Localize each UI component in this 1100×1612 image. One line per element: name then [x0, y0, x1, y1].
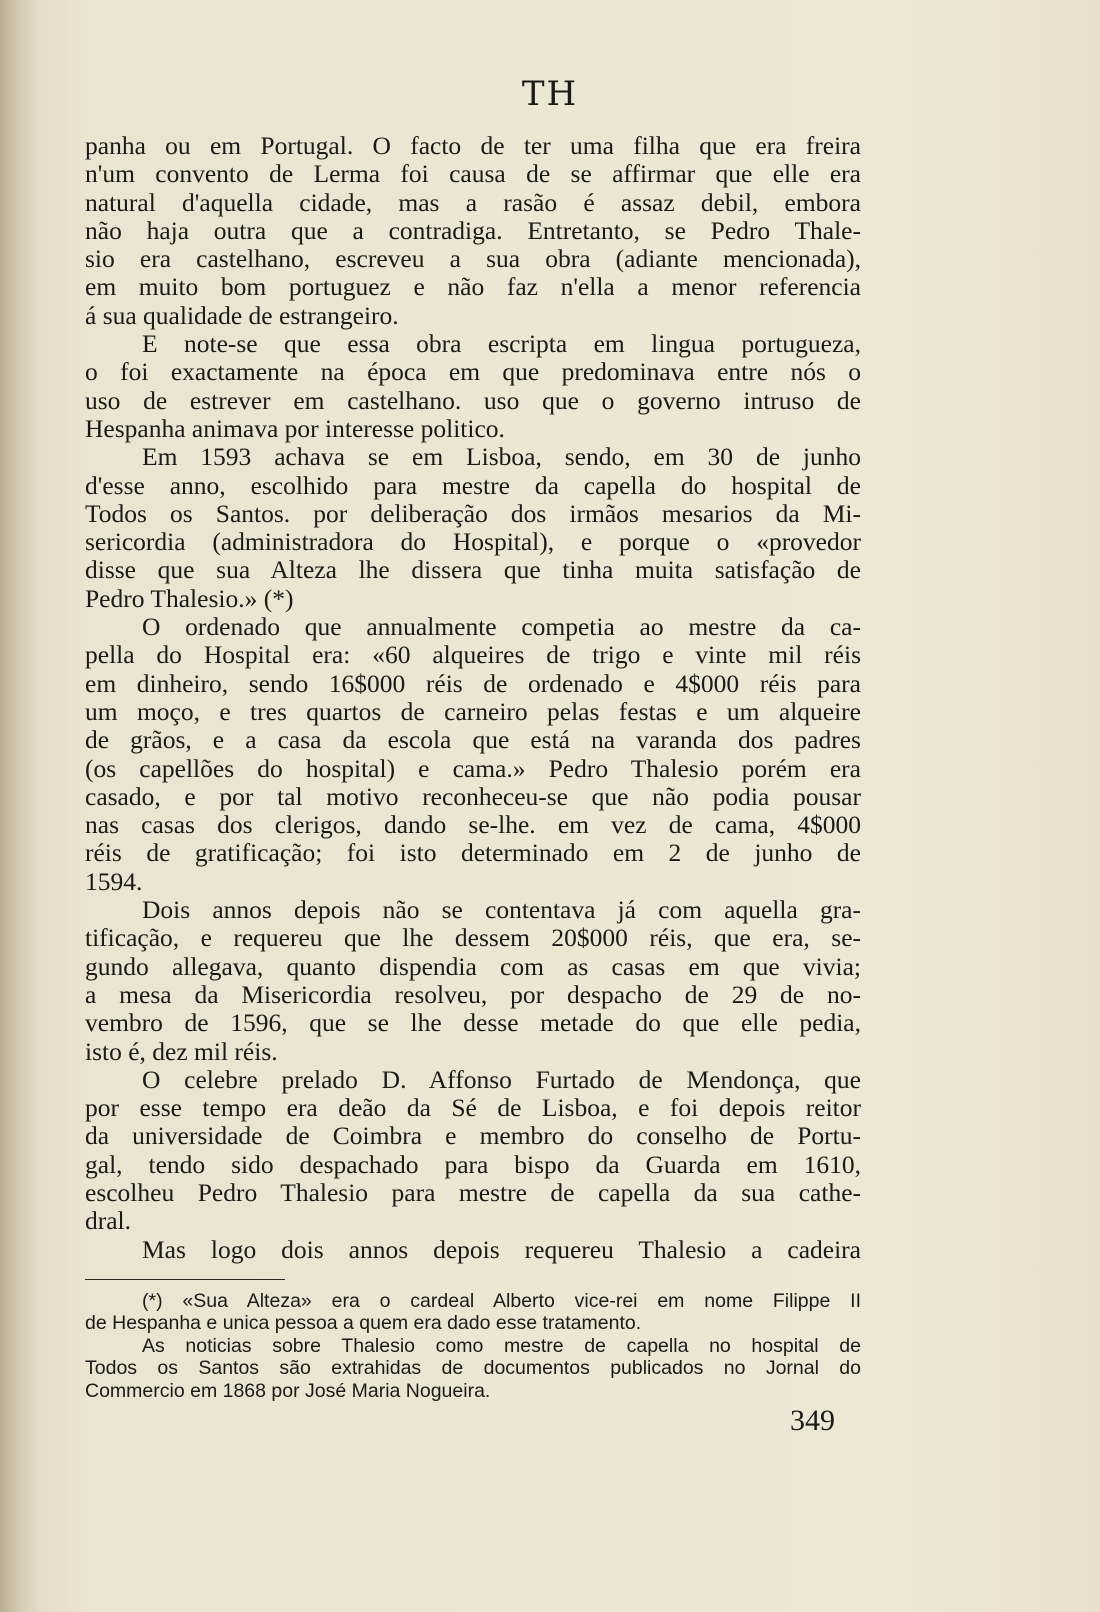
footnote-line: (*) «Sua Alteza» era o cardeal Alberto vice-rei em nome Filippe II: [142, 1290, 861, 1312]
text-line: Em 1593 achava se em Lisboa, sendo, em 30 de junho: [142, 442, 861, 472]
text-line: gundo allegava, quanto dispendia com as casas em que vivia;: [85, 951, 861, 981]
text-line: natural d'aquella cidade, mas a rasão é assaz debil, embora: [85, 187, 861, 217]
text-line: O celebre prelado D. Affonso Furtado de Mendonça, que: [142, 1064, 861, 1094]
text-line: vembro de 1596, que se lhe desse metade do que elle pedia,: [85, 1008, 861, 1038]
text-line: á sua qualidade de estrangeiro.: [85, 300, 399, 330]
running-head: TH: [521, 74, 579, 114]
text-line: dral.: [85, 1206, 132, 1236]
text-line: a mesa da Misericordia resolveu, por despacho de 29 de no-: [85, 979, 861, 1009]
text-line: o foi exactamente na época em que predominava entre nós o: [85, 357, 861, 387]
text-line: casado, e por tal motivo reconheceu-se que não podia pousar: [85, 781, 861, 811]
text-line: tificação, e requereu que lhe dessem 20$000 réis, que era, se-: [85, 923, 861, 953]
text-line: O ordenado que annualmente competia ao mestre da ca-: [142, 612, 861, 642]
text-line: sio era castelhano, escreveu a sua obra (adiante mencionada),: [85, 244, 861, 274]
text-line: em dinheiro, sendo 16$000 réis de ordenado e 4$000 réis para: [85, 668, 861, 698]
page-number: 349: [790, 1404, 835, 1437]
text-line: Pedro Thalesio.» (*): [85, 583, 294, 613]
footnote-line: Commercio em 1868 por José Maria Nogueira.: [85, 1379, 491, 1402]
footnote-line: As noticias sobre Thalesio como mestre de capella no hospital de: [142, 1334, 861, 1357]
text-line: um moço, e tres quartos de carneiro pelas festas e um alqueire: [85, 696, 861, 726]
text-line: por esse tempo era deão da Sé de Lisboa, e foi depois reitor: [85, 1093, 861, 1123]
text-line: uso de estrever em castelhano. uso que o governo intruso de: [85, 385, 861, 415]
footnote-line: Todos os Santos são extrahidas de documentos publicados no Jornal do: [85, 1357, 861, 1380]
text-line: sericordia (administradora do Hospital), e porque o «provedor: [85, 527, 861, 557]
text-line: E note-se que essa obra escripta em lingua portugueza,: [142, 329, 861, 359]
text-line: da universidade de Coimbra e membro do conselho de Portu-: [85, 1121, 861, 1151]
text-line: Mas logo dois annos depois requereu Thalesio a cadeira: [142, 1234, 861, 1264]
text-line: 1594.: [85, 866, 143, 896]
text-line: (os capellões do hospital) e cama.» Pedro Thalesio porém era: [85, 753, 861, 783]
footnotes: [85, 1290, 861, 1402]
text-line: panha ou em Portugal. O facto de ter uma filha que era freira: [85, 131, 861, 160]
body-text: [85, 132, 861, 1264]
text-line: nas casas dos clerigos, dando se-lhe. em vez de cama, 4$000: [85, 810, 861, 840]
text-line: isto é, dez mil réis.: [85, 1036, 278, 1066]
text-line: Dois annos depois não se contentava já com aquella gra-: [142, 895, 861, 925]
text-line: escolheu Pedro Thalesio para mestre de capella da sua cathe-: [85, 1177, 861, 1207]
text-line: não haja outra que a contradiga. Entretanto, se Pedro Thale-: [85, 215, 861, 245]
text-line: pella do Hospital era: «60 alqueires de trigo e vinte mil réis: [85, 640, 861, 670]
text-line: Todos os Santos. por deliberação dos irmãos mesarios da Mi-: [85, 498, 861, 528]
text-line: de grãos, e a casa da escola que está na varanda dos padres: [85, 725, 861, 755]
footnote-rule: [85, 1279, 285, 1280]
text-line: réis de gratificação; foi isto determinado em 2 de junho de: [85, 838, 861, 868]
text-line: disse que sua Alteza lhe dissera que tinha muita satisfação de: [85, 555, 861, 585]
footnote-line: de Hespanha e unica pessoa a quem era dado esse tratamento.: [85, 1312, 642, 1335]
text-line: em muito bom portuguez e não faz n'ella a menor referencia: [85, 272, 861, 302]
text-line: gal, tendo sido despachado para bispo da Guarda em 1610,: [85, 1149, 861, 1179]
text-line: Hespanha animava por interesse politico.: [85, 413, 505, 443]
text-line: n'um convento de Lerma foi causa de se affirmar que elle era: [85, 159, 861, 189]
text-line: d'esse anno, escolhido para mestre da capella do hospital de: [85, 470, 861, 500]
